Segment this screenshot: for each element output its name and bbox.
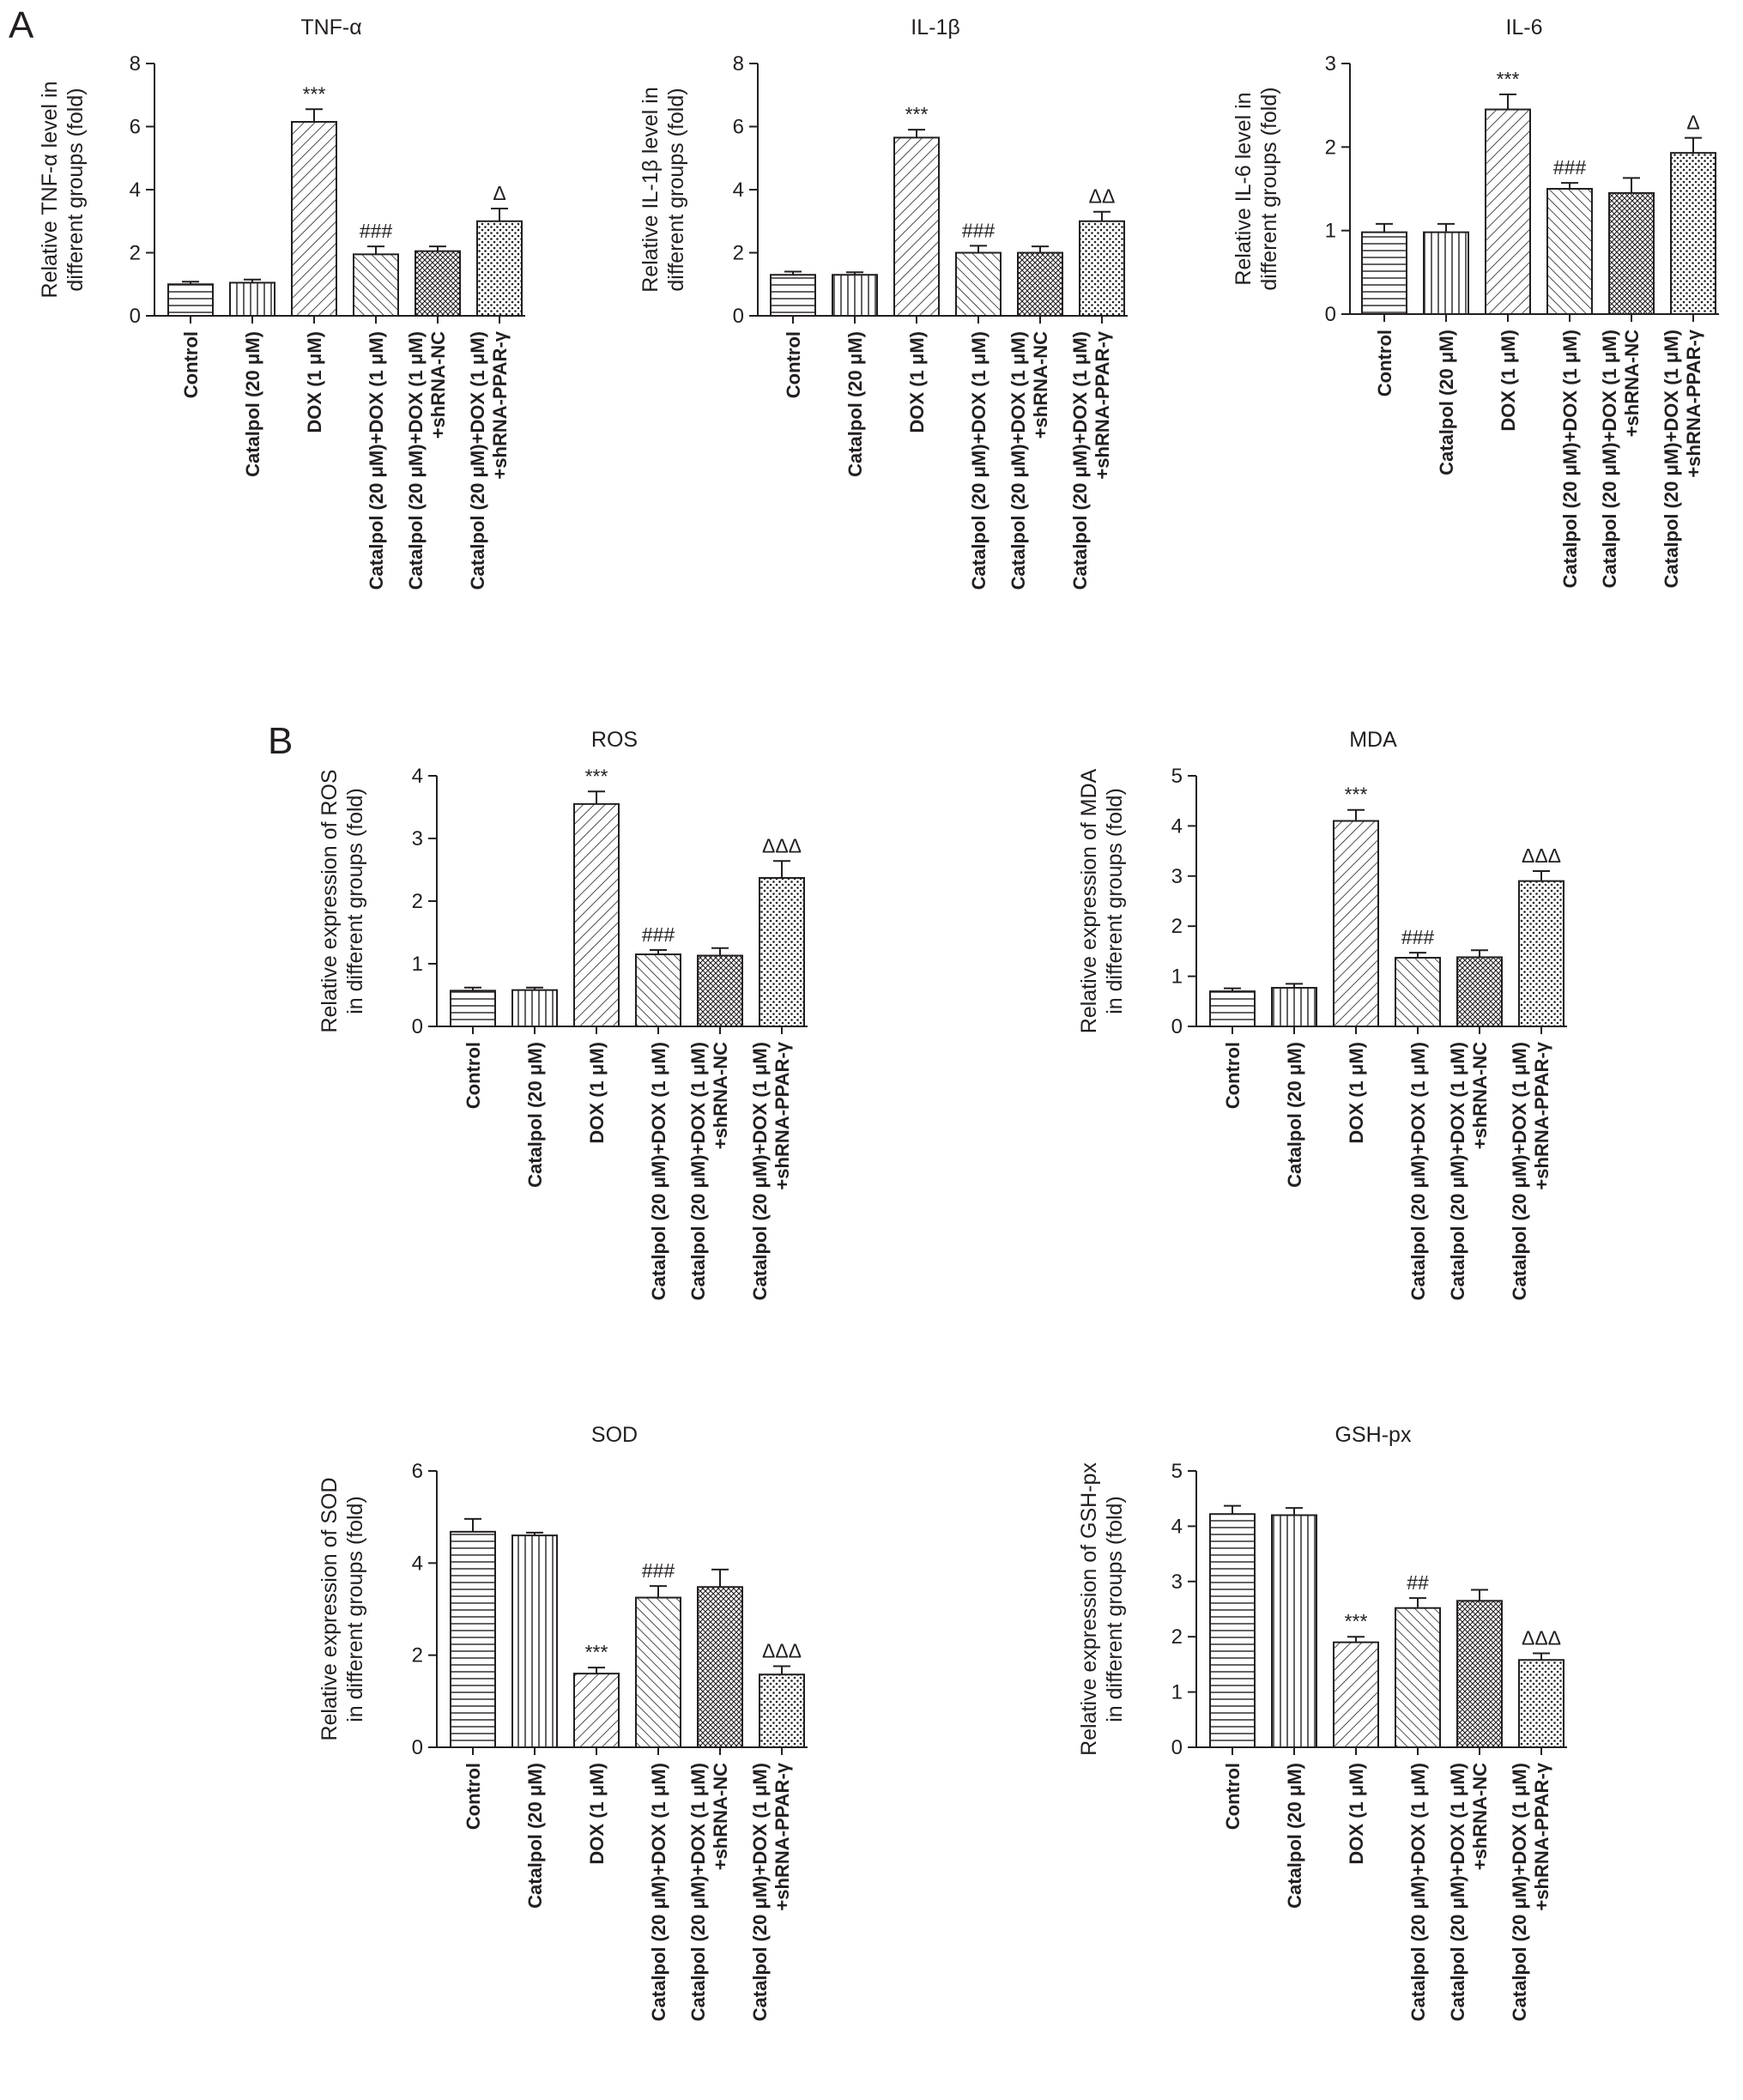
- y-tick-label: 0: [411, 1736, 423, 1759]
- y-axis-label: Relative expression of ROS: [318, 769, 342, 1033]
- category-label: Catalpol (20 μM): [524, 1763, 546, 1909]
- category-label: Catalpol (20 μM)+DOX (1 μM): [648, 1042, 669, 1301]
- category-label: Catalpol (20 μM): [524, 1042, 546, 1188]
- y-tick-label: 8: [732, 52, 744, 76]
- bar: [1395, 1608, 1440, 1747]
- significance-label: ##: [1407, 1571, 1429, 1595]
- chart-title: MDA: [1349, 728, 1397, 752]
- y-tick-label: 3: [1171, 1570, 1183, 1594]
- category-label: Catalpol (20 μM): [1284, 1763, 1305, 1909]
- chart-title: SOD: [590, 1423, 638, 1447]
- y-axis-label: in different groups (fold): [343, 788, 367, 1014]
- category-label: +shRNA-NC: [710, 1763, 731, 1871]
- y-tick-label: 6: [129, 115, 141, 139]
- category-label: DOX (1 μM): [586, 1763, 608, 1865]
- significance-label: ***: [1344, 1610, 1368, 1633]
- category-label: Catalpol (20 μM)+DOX (1 μM): [687, 1763, 709, 2022]
- category-label: Catalpol (20 μM)+DOX (1 μM): [1447, 1042, 1468, 1301]
- chart-gsh-px: [1077, 1423, 1567, 2021]
- category-label: Control: [1222, 1763, 1244, 1831]
- y-tick-label: 2: [1324, 136, 1336, 160]
- category-label: Catalpol (20 μM)+DOX (1 μM): [1447, 1763, 1468, 2022]
- y-tick-label: 3: [411, 827, 423, 850]
- y-axis-label: in different groups (fold): [343, 1496, 367, 1722]
- y-tick-label: 6: [411, 1460, 423, 1483]
- bar: [1210, 1514, 1255, 1747]
- significance-label: ΔΔΔ: [761, 834, 802, 857]
- y-tick-label: 2: [1171, 915, 1183, 939]
- category-label: +shRNA-NC: [1030, 331, 1051, 439]
- y-tick-label: 3: [1324, 52, 1336, 76]
- category-label: Catalpol (20 μM)+DOX (1 μM): [1407, 1763, 1429, 2022]
- y-tick-label: 0: [411, 1015, 423, 1038]
- bar: [1547, 189, 1592, 314]
- bar: [1334, 821, 1378, 1026]
- y-tick-label: 0: [732, 305, 744, 328]
- significance-label: ΔΔ: [1088, 185, 1116, 208]
- y-tick-label: 0: [1324, 303, 1336, 326]
- category-label: Catalpol (20 μM)+DOX (1 μM): [1008, 331, 1029, 590]
- bar: [1362, 233, 1407, 314]
- bar: [1486, 110, 1530, 314]
- bar: [894, 137, 939, 316]
- y-axis-label: Relative TNF-α level in: [38, 81, 62, 299]
- category-label: Catalpol (20 μM)+DOX (1 μM): [366, 331, 387, 590]
- bar: [477, 221, 522, 316]
- chart-il-1-: [638, 15, 1128, 590]
- category-label: Control: [1374, 330, 1395, 397]
- significance-label: ΔΔΔ: [1521, 1626, 1562, 1649]
- bar: [292, 122, 336, 316]
- panel-label-b: B: [268, 720, 294, 762]
- y-tick-label: 2: [411, 890, 423, 913]
- chart-title: TNF-α: [300, 15, 362, 39]
- y-tick-label: 2: [732, 241, 744, 265]
- significance-label: ***: [584, 765, 608, 788]
- category-label: +shRNA-PPAR-γ: [1531, 1763, 1552, 1911]
- chart-mda: [1077, 728, 1567, 1300]
- category-label: Catalpol (20 μM)+DOX (1 μM): [749, 1042, 771, 1301]
- bar: [512, 1535, 557, 1747]
- category-label: Catalpol (20 μM)+DOX (1 μM): [1509, 1042, 1530, 1301]
- y-tick-label: 0: [1171, 1736, 1183, 1759]
- category-label: Control: [463, 1042, 484, 1110]
- bar: [1519, 1660, 1564, 1747]
- category-label: Control: [1222, 1042, 1244, 1110]
- y-tick-label: 0: [129, 305, 141, 328]
- bar: [1334, 1643, 1378, 1747]
- bar: [760, 1674, 804, 1747]
- category-label: Control: [180, 331, 202, 399]
- chart-title: GSH-px: [1334, 1423, 1412, 1447]
- y-tick-label: 2: [129, 241, 141, 265]
- category-label: DOX (1 μM): [586, 1042, 608, 1144]
- y-tick-label: 4: [411, 1552, 423, 1576]
- category-label: Catalpol (20 μM)+DOX (1 μM): [1069, 331, 1091, 590]
- y-axis-label: Relative IL-1β level in: [638, 87, 663, 293]
- y-tick-label: 1: [1171, 1680, 1183, 1704]
- y-tick-label: 1: [1171, 965, 1183, 989]
- bar: [574, 804, 619, 1026]
- category-label: Catalpol (20 μM)+DOX (1 μM): [749, 1763, 771, 2022]
- bar: [698, 956, 742, 1026]
- y-tick-label: 2: [411, 1643, 423, 1667]
- category-label: DOX (1 μM): [1346, 1763, 1367, 1865]
- y-tick-label: 4: [129, 179, 141, 202]
- chart-title: IL-1β: [911, 15, 960, 39]
- bar: [451, 990, 495, 1026]
- y-tick-label: 4: [1171, 814, 1183, 838]
- significance-label: ###: [641, 923, 675, 946]
- category-label: Control: [463, 1763, 484, 1831]
- chart-il-6: [1232, 15, 1719, 588]
- significance-label: Δ: [1686, 111, 1700, 134]
- bar: [760, 878, 804, 1026]
- category-label: +shRNA-NC: [1621, 330, 1643, 438]
- y-axis-label: in different groups (fold): [1103, 1496, 1127, 1722]
- y-tick-label: 8: [129, 52, 141, 76]
- y-axis-label: Relative IL-6 level in: [1232, 92, 1256, 286]
- bar: [636, 954, 681, 1026]
- category-label: Catalpol (20 μM)+DOX (1 μM): [1509, 1763, 1530, 2022]
- chart-title: ROS: [590, 728, 638, 752]
- significance-label: ***: [302, 82, 326, 106]
- bar: [956, 253, 1001, 317]
- category-label: Catalpol (20 μM): [1284, 1042, 1305, 1188]
- y-tick-label: 2: [1171, 1625, 1183, 1649]
- significance-label: ###: [641, 1559, 675, 1583]
- category-label: +shRNA-PPAR-γ: [1531, 1042, 1552, 1190]
- category-label: Catalpol (20 μM)+DOX (1 μM): [405, 331, 427, 590]
- bar: [1457, 957, 1502, 1026]
- bar: [1457, 1601, 1502, 1747]
- bar: [1424, 233, 1468, 314]
- y-axis-label: in different groups (fold): [1103, 788, 1127, 1014]
- significance-label: ΔΔΔ: [1521, 844, 1562, 867]
- category-label: +shRNA-NC: [1469, 1042, 1491, 1150]
- category-label: DOX (1 μM): [1498, 330, 1519, 432]
- significance-label: Δ: [493, 182, 506, 205]
- chart-tnf-: [38, 15, 525, 590]
- y-tick-label: 4: [1171, 1515, 1183, 1539]
- y-axis-label: Relative expression of MDA: [1077, 768, 1101, 1034]
- bar: [1395, 958, 1440, 1026]
- category-label: +shRNA-NC: [710, 1042, 731, 1150]
- category-label: Catalpol (20 μM)+DOX (1 μM): [1661, 330, 1682, 589]
- category-label: Catalpol (20 μM): [242, 331, 263, 477]
- category-label: Catalpol (20 μM)+DOX (1 μM): [467, 331, 488, 590]
- y-tick-label: 0: [1171, 1015, 1183, 1038]
- bar: [1080, 221, 1124, 316]
- bar: [574, 1673, 619, 1747]
- category-label: Catalpol (20 μM)+DOX (1 μM): [648, 1763, 669, 2022]
- bar: [1018, 253, 1062, 317]
- category-label: DOX (1 μM): [304, 331, 325, 433]
- y-axis-label: different groups (fold): [1257, 87, 1281, 291]
- y-tick-label: 1: [1324, 219, 1336, 243]
- bar: [512, 990, 557, 1026]
- category-label: Catalpol (20 μM)+DOX (1 μM): [968, 331, 990, 590]
- y-axis-label: Relative expression of SOD: [318, 1477, 342, 1741]
- bar: [1210, 991, 1255, 1026]
- significance-label: ΔΔΔ: [761, 1639, 802, 1662]
- significance-label: ###: [961, 219, 996, 242]
- y-tick-label: 6: [732, 115, 744, 139]
- category-label: Catalpol (20 μM): [844, 331, 866, 477]
- y-tick-label: 5: [1171, 765, 1183, 788]
- bar: [1671, 153, 1716, 314]
- bar: [354, 254, 398, 316]
- y-tick-label: 5: [1171, 1460, 1183, 1483]
- category-label: +shRNA-PPAR-γ: [772, 1042, 793, 1190]
- bar: [1272, 1516, 1316, 1747]
- category-label: Control: [783, 331, 804, 399]
- significance-label: ###: [1552, 156, 1587, 179]
- category-label: +shRNA-PPAR-γ: [1092, 331, 1113, 480]
- bar: [168, 284, 213, 316]
- significance-label: ***: [1496, 68, 1520, 91]
- bar: [451, 1532, 495, 1747]
- chart-ros: [318, 728, 808, 1300]
- category-label: +shRNA-PPAR-γ: [772, 1763, 793, 1911]
- bar: [1609, 193, 1654, 314]
- y-axis-label: different groups (fold): [64, 88, 88, 292]
- category-label: Catalpol (20 μM)+DOX (1 μM): [687, 1042, 709, 1301]
- bar: [636, 1598, 681, 1747]
- bar: [415, 251, 460, 316]
- y-tick-label: 4: [411, 765, 423, 788]
- bar: [1272, 988, 1316, 1026]
- bar: [230, 282, 275, 316]
- chart-title: IL-6: [1505, 15, 1543, 39]
- panel-label-a: A: [9, 4, 34, 46]
- bar: [1519, 881, 1564, 1026]
- category-label: DOX (1 μM): [906, 331, 928, 433]
- significance-label: ***: [584, 1641, 608, 1664]
- category-label: +shRNA-NC: [1469, 1763, 1491, 1871]
- bar: [771, 275, 815, 316]
- significance-label: ***: [905, 103, 929, 126]
- category-label: Catalpol (20 μM)+DOX (1 μM): [1559, 330, 1581, 589]
- category-label: DOX (1 μM): [1346, 1042, 1367, 1144]
- bar: [832, 275, 877, 316]
- charts-layer: [38, 15, 1719, 2021]
- y-tick-label: 1: [411, 953, 423, 976]
- category-label: Catalpol (20 μM): [1436, 330, 1457, 475]
- y-axis-label: different groups (fold): [664, 88, 688, 292]
- category-label: +shRNA-NC: [427, 331, 449, 439]
- y-tick-label: 3: [1171, 864, 1183, 888]
- bar: [698, 1587, 742, 1747]
- category-label: +shRNA-PPAR-γ: [1683, 330, 1704, 478]
- y-tick-label: 4: [732, 179, 744, 202]
- significance-label: ###: [359, 220, 393, 243]
- category-label: +shRNA-PPAR-γ: [489, 331, 511, 480]
- category-label: Catalpol (20 μM)+DOX (1 μM): [1599, 330, 1620, 589]
- chart-sod: [318, 1423, 808, 2021]
- significance-label: ###: [1401, 926, 1435, 949]
- category-label: Catalpol (20 μM)+DOX (1 μM): [1407, 1042, 1429, 1301]
- y-axis-label: Relative expression of GSH-px: [1077, 1462, 1101, 1756]
- significance-label: ***: [1344, 783, 1368, 806]
